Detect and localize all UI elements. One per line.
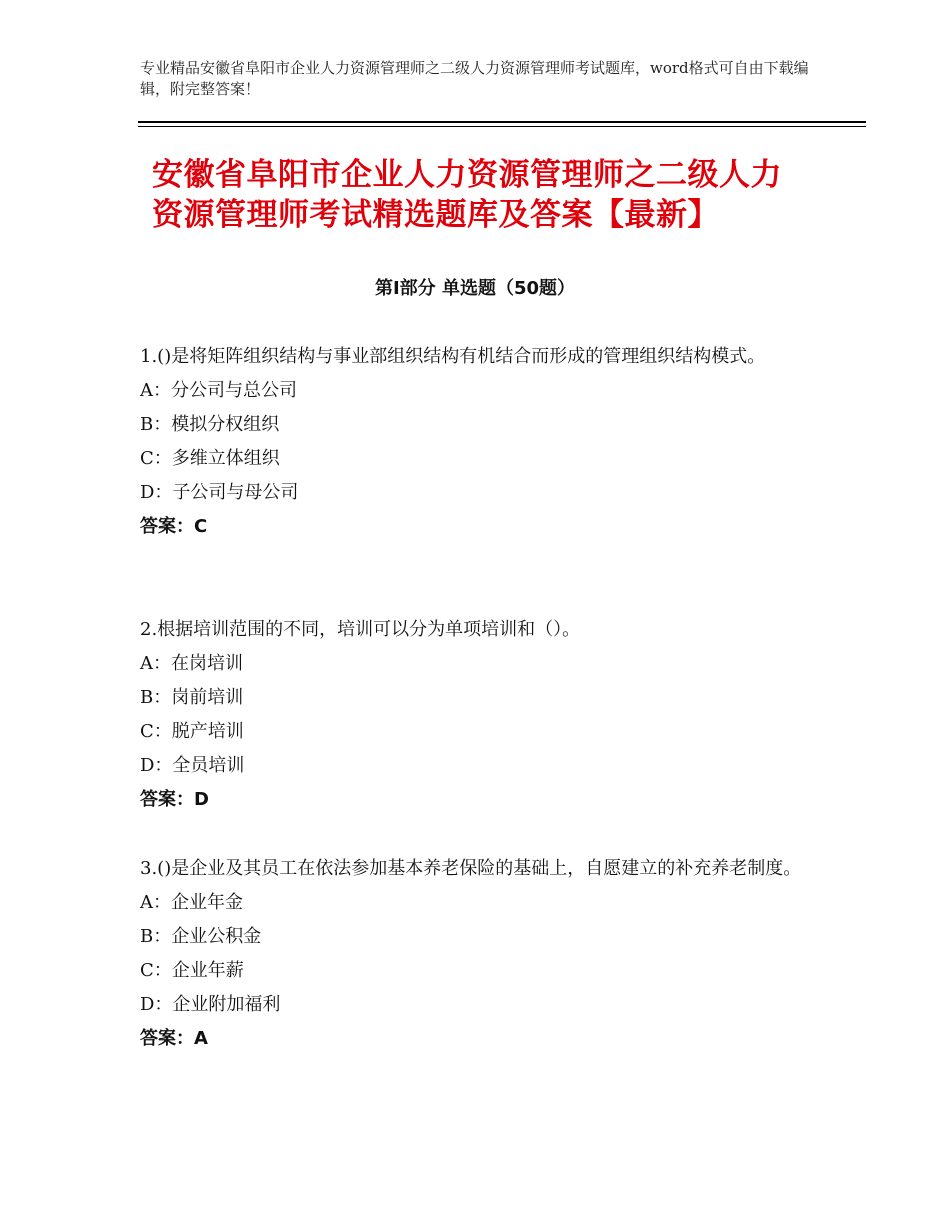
option-b: B：岗前培训	[140, 687, 244, 708]
answer: 答案：C	[140, 516, 208, 537]
document-title: 安徽省阜阳市企业人力资源管理师之二级人力资源管理师考试精选题库及答案【最新】	[152, 157, 782, 233]
option-d: D：企业附加福利	[140, 994, 281, 1015]
option-c: C：企业年薪	[140, 960, 244, 981]
option-c: C：脱产培训	[140, 721, 244, 742]
question-stem: 1.()是将矩阵组织结构与事业部组织结构有机结合而形成的管理组织结构模式。	[140, 346, 766, 367]
option-a: A：在岗培训	[140, 653, 243, 674]
header-divider-thick	[138, 121, 866, 123]
header-divider-thin	[138, 126, 866, 127]
option-d: D：全员培训	[140, 755, 245, 776]
option-a: A：企业年金	[140, 892, 243, 913]
question-1	[140, 340, 820, 544]
option-c: C：多维立体组织	[140, 448, 280, 469]
answer: 答案：A	[140, 1028, 208, 1049]
option-b: B：模拟分权组织	[140, 414, 280, 435]
answer: 答案：D	[140, 789, 209, 810]
option-b: B：企业公积金	[140, 926, 262, 947]
section-heading: 第Ⅰ部分 单选题（50题）	[374, 278, 575, 299]
option-d: D：子公司与母公司	[140, 482, 299, 503]
question-2	[140, 613, 820, 817]
option-a: A：分公司与总公司	[140, 380, 297, 401]
header-note: 专业精品安徽省阜阳市企业人力资源管理师之二级人力资源管理师考试题库，word格式可自由下载编辑，附完整答案！	[140, 59, 809, 98]
question-3	[140, 852, 820, 1056]
question-stem: 3.()是企业及其员工在依法参加基本养老保险的基础上，自愿建立的补充养老制度。	[140, 858, 802, 879]
question-stem: 2.根据培训范围的不同，培训可以分为单项培训和（）。	[140, 619, 581, 640]
